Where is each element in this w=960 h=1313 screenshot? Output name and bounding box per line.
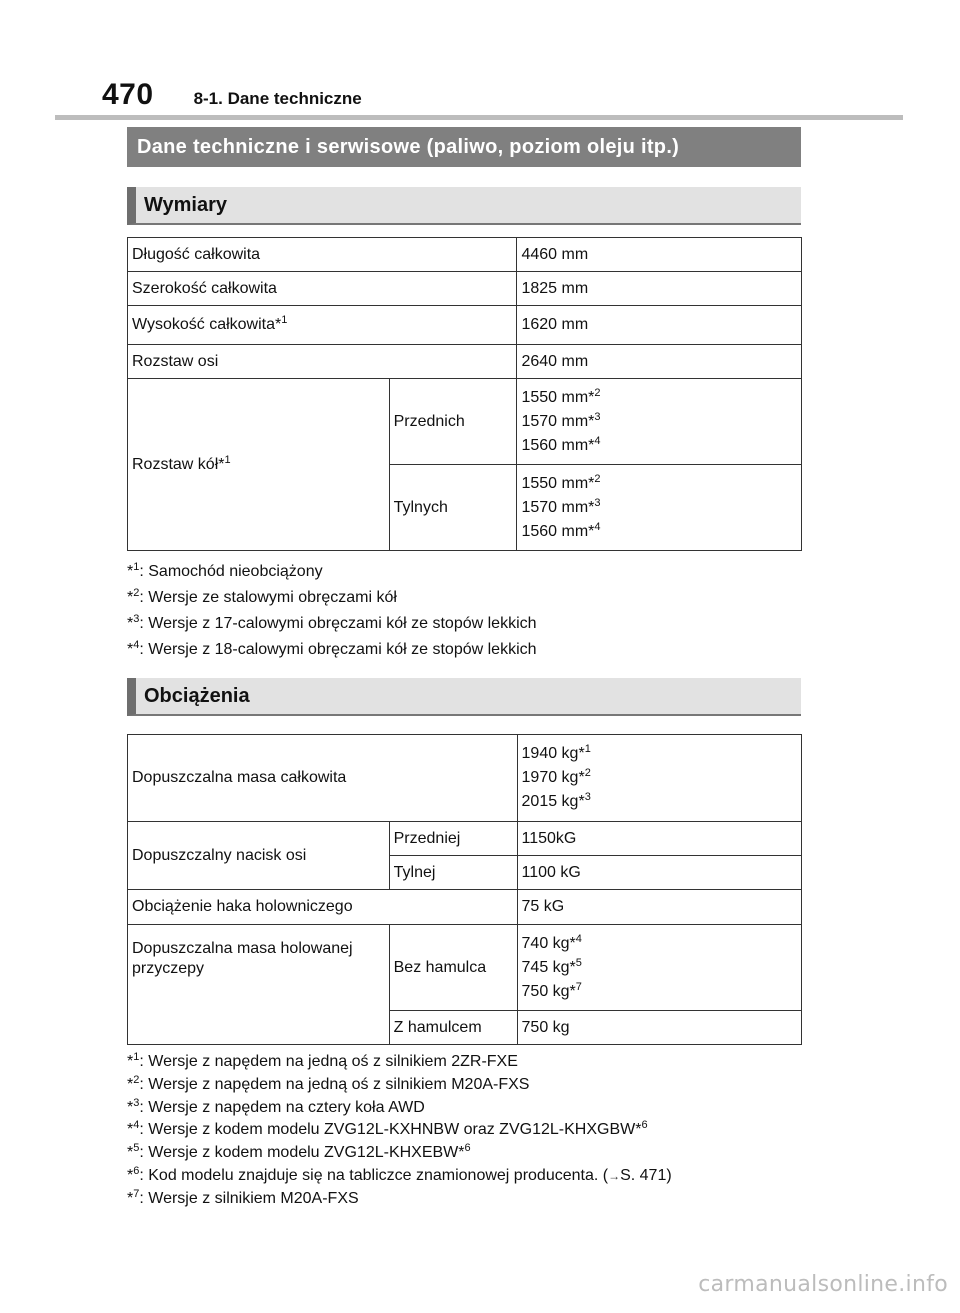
- footnote: *$^7$: Wersje z silnikiem M20A-FXS: [127, 1187, 359, 1207]
- value-line: 1560 mm*$^4$: [521, 520, 601, 540]
- trailer-unbraked-label: Bez hamulca: [389, 925, 517, 1011]
- dimensions-footnotes: [127, 559, 537, 663]
- trailer-unbraked-values: [517, 925, 801, 1011]
- header-divider: [55, 115, 903, 120]
- value-line: 1570 mm*$^3$: [521, 496, 601, 516]
- hitch-label: Obciążenie haka holowniczego: [128, 890, 518, 925]
- footnote: *$^3$: Wersje z napędem na cztery koła AWD: [127, 1096, 425, 1116]
- value-line: 2015 kg*$^3$: [521, 791, 591, 810]
- trailer-braked-label: Z hamulcem: [389, 1011, 517, 1045]
- dimension-value: 2640 mm: [517, 345, 802, 379]
- track-rear-label: Tylnych: [389, 465, 517, 551]
- dimension-value: 1620 mm: [517, 306, 802, 345]
- table-row: [128, 925, 802, 1011]
- axle-rear-label: Tylnej: [389, 856, 517, 890]
- dimension-value: 4460 mm: [517, 238, 802, 272]
- value-line: 1550 mm*$^2$: [521, 472, 601, 492]
- track-front-label: Przednich: [389, 379, 517, 465]
- table-row: [128, 238, 802, 272]
- axle-rear-value: 1100 kG: [517, 856, 801, 890]
- loads-footnotes: [127, 1051, 672, 1211]
- footnote: *$^1$: Wersje z napędem na jedną oś z silnikiem 2ZR-FXE: [127, 1051, 518, 1070]
- table-row: [128, 306, 802, 345]
- footnote: *$^1$: Samochód nieobciążony: [127, 561, 323, 580]
- table-row: [128, 890, 802, 925]
- track-front-values: [517, 379, 802, 465]
- footnote: *$^4$: Wersje z kodem modelu ZVG12L-KXHNBW oraz ZVG12L-KHXGBW*$^6$: [127, 1119, 648, 1139]
- axle-front-label: Przedniej: [389, 822, 517, 856]
- loads-table: [127, 734, 802, 1045]
- gross-mass-values: [517, 735, 801, 822]
- dimension-label: Rozstaw osi: [128, 345, 517, 379]
- page-reference-link[interactable]: S. 471): [620, 1166, 672, 1184]
- axle-load-label: Dopuszczalny nacisk osi: [128, 822, 390, 890]
- track-rear-values: [517, 465, 802, 551]
- dimensions-table: [127, 237, 802, 551]
- section-title: 8-1. Dane techniczne: [193, 89, 362, 108]
- arrow-icon: →: [608, 1168, 621, 1183]
- value-line: 1550 mm*$^2$: [521, 386, 601, 406]
- table-row: [128, 735, 802, 822]
- table-row: [128, 379, 802, 465]
- table-row: [128, 822, 802, 856]
- dimension-label: Długość całkowita: [128, 238, 517, 272]
- trailer-label: Dopuszczalna masa holowanej przyczepy: [128, 925, 390, 1045]
- value-line: 1970 kg*$^2$: [521, 767, 591, 786]
- dimension-label: Szerokość całkowita: [128, 272, 517, 306]
- footnote: *$^2$: Wersje ze stalowymi obręczami kół: [127, 587, 397, 606]
- track-label: Rozstaw kół*$^1$: [128, 379, 390, 551]
- dimensions-heading: Wymiary: [127, 187, 801, 225]
- value-line: 1940 kg*$^1$: [521, 743, 591, 762]
- footnote: *$^5$: Wersje z kodem modelu ZVG12L-KHXEBW*$^6$: [127, 1142, 471, 1162]
- table-row: [128, 345, 802, 379]
- dimension-value: 1825 mm: [517, 272, 802, 306]
- main-title-banner: Dane techniczne i serwisowe (paliwo, poziom oleju itp.): [127, 127, 801, 167]
- loads-heading: Obciążenia: [127, 678, 801, 716]
- page-header: [102, 78, 362, 112]
- watermark: carmanualsonline.info: [698, 1272, 948, 1297]
- axle-front-value: 1150kG: [517, 822, 801, 856]
- value-line: 740 kg*$^4$: [521, 932, 582, 952]
- value-line: 1560 mm*$^4$: [521, 434, 601, 454]
- footnote: *$^6$: Kod modelu znajduje się na tabliczce znamionowej producenta. (→S. 471): [127, 1164, 672, 1184]
- value-line: 745 kg*$^5$: [521, 956, 582, 976]
- value-line: 750 kg*$^7$: [521, 980, 582, 1000]
- value-line: 1570 mm*$^3$: [521, 410, 601, 430]
- footnote: *$^3$: Wersje z 17-calowymi obręczami kół ze stopów lekkich: [127, 613, 537, 632]
- footnote: *$^4$: Wersje z 18-calowymi obręczami kół ze stopów lekkich: [127, 639, 537, 658]
- footnote: *$^2$: Wersje z napędem na jedną oś z silnikiem M20A-FXS: [127, 1073, 530, 1093]
- hitch-value: 75 kG: [517, 890, 801, 925]
- trailer-braked-value: 750 kg: [517, 1011, 801, 1045]
- gross-mass-label: Dopuszczalna masa całkowita: [128, 735, 518, 822]
- table-row: [128, 272, 802, 306]
- page-number: 470: [102, 78, 154, 111]
- dimension-label: Wysokość całkowita*$^1$: [128, 306, 517, 345]
